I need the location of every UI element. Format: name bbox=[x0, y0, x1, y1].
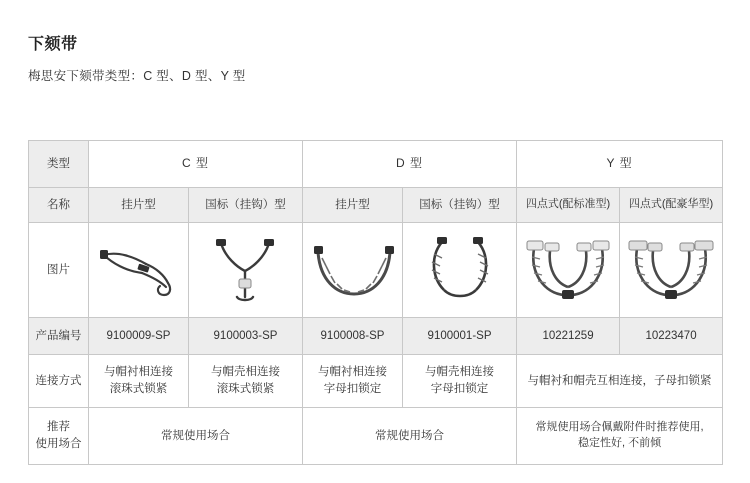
connection-cell-5: 与帽衬和帽壳互相连接，子母扣锁紧 bbox=[517, 355, 723, 408]
clip-left-icon bbox=[314, 246, 323, 254]
buckle-inner-left-icon bbox=[545, 243, 559, 251]
scene-line: 稳定性好, 不前倾 bbox=[577, 437, 662, 449]
buckle-inner-right-icon bbox=[577, 243, 591, 251]
ball-lock-icon bbox=[239, 279, 251, 288]
connection-line: 与帽壳相连接 bbox=[211, 366, 280, 379]
code-cell-4: 9100001-SP bbox=[403, 318, 517, 355]
code-cell-6: 10223470 bbox=[620, 318, 723, 355]
scene-cell-2: 常规使用场合 bbox=[303, 408, 517, 465]
row-label-connection: 连接方式 bbox=[29, 355, 89, 408]
connection-line: 字母扣锁定 bbox=[430, 383, 489, 395]
image-cell-2 bbox=[189, 223, 303, 318]
table-row-image bbox=[29, 223, 723, 318]
image-cell-1 bbox=[89, 223, 189, 318]
row-label-code: 产品编号 bbox=[29, 318, 89, 355]
table-row-scene bbox=[29, 408, 723, 465]
chinstrap-spec-table bbox=[28, 140, 723, 465]
name-cell-6: 四点式(配豪华型) bbox=[620, 188, 723, 223]
chinstrap-y-standard-icon bbox=[520, 233, 616, 307]
image-cell-5 bbox=[517, 223, 620, 318]
chin-cup-icon bbox=[562, 290, 574, 299]
buckle-right-icon bbox=[593, 241, 609, 250]
hook-left-icon bbox=[216, 239, 226, 246]
hook-left-icon bbox=[437, 237, 447, 244]
page-title: 下颏带 bbox=[28, 36, 78, 53]
clip-end-icon bbox=[100, 250, 108, 259]
connection-line: 与帽衬相连接 bbox=[318, 366, 388, 379]
type-d: D 型 bbox=[303, 141, 517, 188]
connection-cell-1 bbox=[89, 355, 189, 408]
table-row-code bbox=[29, 318, 723, 355]
hook-right-icon bbox=[473, 237, 483, 244]
code-cell-1: 9100009-SP bbox=[89, 318, 189, 355]
table-row-connection bbox=[29, 355, 723, 408]
connection-line: 字母扣锁定 bbox=[323, 383, 382, 395]
code-cell-5: 10221259 bbox=[517, 318, 620, 355]
name-cell-2: 国标（挂钩）型 bbox=[189, 188, 303, 223]
chinstrap-d-clip-icon bbox=[306, 236, 402, 304]
chinstrap-c-clip-icon bbox=[96, 237, 182, 303]
row-label-name: 名称 bbox=[29, 188, 89, 223]
type-y: Y 型 bbox=[517, 141, 723, 188]
clip-right-icon bbox=[385, 246, 394, 254]
row-label-type: 类型 bbox=[29, 141, 89, 188]
connection-cell-2 bbox=[189, 355, 303, 408]
connection-cell-4 bbox=[403, 355, 517, 408]
scene-line: 常规使用场合佩戴附件时推荐使用, bbox=[535, 421, 704, 434]
row-label-scene bbox=[29, 408, 89, 465]
table-row-name bbox=[29, 188, 723, 223]
name-cell-4: 国标（挂钩）型 bbox=[403, 188, 517, 223]
connection-line: 滚珠式锁紧 bbox=[109, 383, 168, 395]
row-label-scene-line2: 使用场合 bbox=[35, 438, 82, 450]
name-cell-5: 四点式(配标准型) bbox=[517, 188, 620, 223]
buckle-left-icon bbox=[629, 241, 647, 250]
table-row-type bbox=[29, 141, 723, 188]
connection-line: 与帽衬相连接 bbox=[104, 366, 173, 379]
scene-cell-1: 常规使用场合 bbox=[89, 408, 303, 465]
name-cell-1: 挂片型 bbox=[89, 188, 189, 223]
chin-cup-icon bbox=[665, 290, 677, 299]
name-cell-3: 挂片型 bbox=[303, 188, 403, 223]
hook-right-icon bbox=[264, 239, 274, 246]
connection-line: 与帽壳相连接 bbox=[425, 366, 495, 379]
row-label-image: 图片 bbox=[29, 223, 89, 318]
buckle-left-icon bbox=[527, 241, 543, 250]
page-subtitle: 梅思安下颏带类型：C 型、D 型、Y 型 bbox=[28, 69, 246, 83]
code-cell-3: 9100008-SP bbox=[303, 318, 403, 355]
code-cell-2: 9100003-SP bbox=[189, 318, 303, 355]
buckle-right-icon bbox=[695, 241, 713, 250]
type-c: C 型 bbox=[89, 141, 303, 188]
image-cell-4 bbox=[403, 223, 517, 318]
image-cell-3 bbox=[303, 223, 403, 318]
buckle-inner-left-icon bbox=[648, 243, 662, 251]
image-cell-6 bbox=[620, 223, 723, 318]
chinstrap-y-deluxe-icon bbox=[623, 233, 719, 307]
chinstrap-c-hook-icon bbox=[203, 235, 289, 305]
connection-line: 滚珠式锁紧 bbox=[216, 383, 275, 395]
row-label-scene-line1: 推荐 bbox=[47, 421, 70, 434]
connection-cell-3 bbox=[303, 355, 403, 408]
scene-cell-3 bbox=[517, 408, 723, 465]
buckle-inner-right-icon bbox=[680, 243, 694, 251]
chinstrap-d-hook-icon bbox=[420, 234, 500, 306]
